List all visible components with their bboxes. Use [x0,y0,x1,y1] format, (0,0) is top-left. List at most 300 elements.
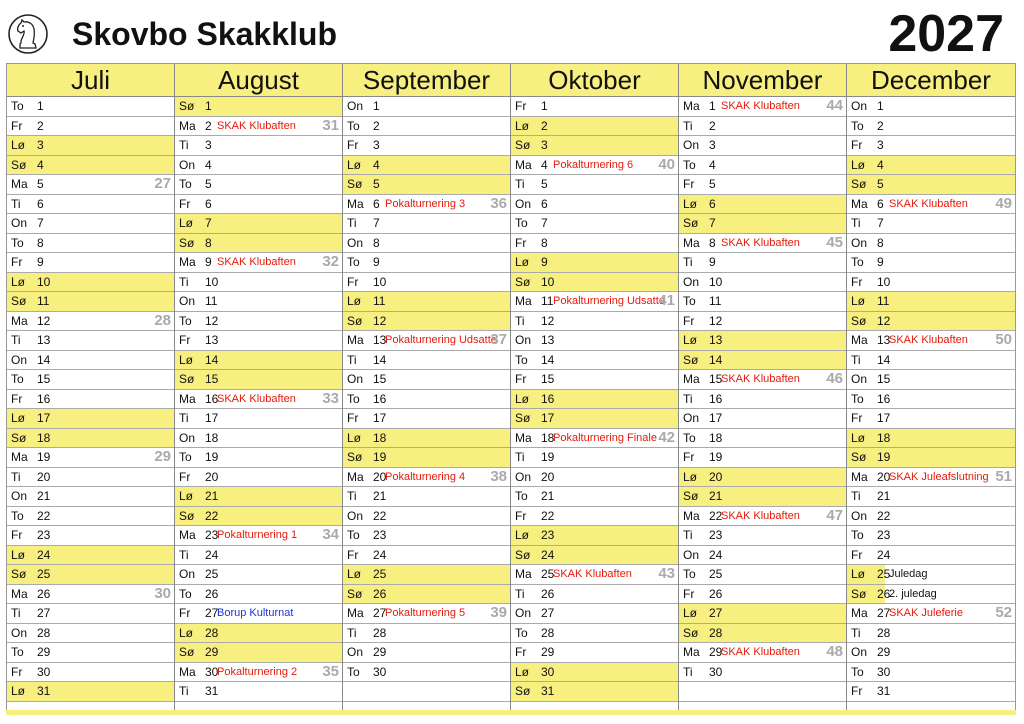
weekday-label: Sø [851,586,867,601]
weekday-label: Sø [179,235,195,250]
day-number: 27 [541,606,555,620]
month-header: August [175,64,342,97]
day-number: 26 [37,586,51,601]
day-row [679,273,846,293]
day-row [511,429,678,449]
day-number: 28 [373,625,387,640]
day-row [511,273,678,293]
day-row [847,97,1015,117]
weekday-label: Ma [11,177,28,191]
day-row [7,117,174,137]
day-row [511,136,678,156]
day-number: 14 [877,352,891,367]
day-number: 5 [37,177,44,191]
day-number: 4 [877,157,884,172]
weekday-label: Ma [515,157,532,172]
weekday-label: Ma [347,196,364,211]
month-column [847,64,1015,710]
event-label: Borup Kulturnat [217,607,294,619]
weekday-label: To [11,235,24,250]
day-row [511,253,678,273]
weekday-label: To [11,508,24,523]
day-number: 22 [877,508,891,523]
day-row [847,175,1015,195]
weekday-label: Ma [11,450,28,464]
day-number: 16 [205,391,219,406]
calendar-bottom-bar [6,710,1016,715]
weekday-label: To [347,664,360,679]
day-row [847,429,1015,449]
day-number: 8 [373,235,380,250]
day-row [343,585,510,605]
weekday-label: Sø [11,294,27,308]
week-number: 44 [826,97,843,114]
event-label: Pokalturnering Udsatte [553,295,665,307]
day-number: 9 [877,255,884,269]
weekday-label: Sø [179,645,195,659]
day-row [7,175,174,195]
weekday-label: Lø [347,157,362,172]
day-number: 26 [877,586,891,601]
weekday-label: Ma [515,567,532,581]
day-row [343,409,510,429]
day-row [343,234,510,254]
day-row [511,156,678,176]
weekday-label: Lø [347,567,362,581]
weekday-label: On [347,645,364,659]
day-number: 1 [877,99,884,113]
day-row [175,117,342,137]
day-number: 28 [709,625,723,640]
day-number: 16 [709,391,723,406]
day-number: 13 [541,333,555,347]
week-number: 47 [826,506,843,524]
day-row [847,487,1015,507]
week-number: 37 [490,331,507,348]
weekday-label: Ma [683,508,700,523]
day-number: 24 [709,547,723,562]
day-row [175,331,342,351]
day-row [343,643,510,663]
weekday-label: Lø [179,216,194,230]
day-row [847,214,1015,234]
day-number: 27 [877,606,891,620]
day-row [847,370,1015,390]
weekday-label: Ma [179,391,196,406]
weekday-label: On [851,235,868,250]
weekday-label: To [851,118,864,133]
day-row [7,624,174,644]
weekday-label: To [683,567,696,581]
weekday-label: To [515,352,528,367]
day-number: 8 [709,235,716,250]
day-row [679,234,846,254]
weekday-label: Fr [347,274,359,289]
weekday-label: Lø [11,684,26,698]
week-number: 28 [154,311,171,329]
weekday-label: Lø [179,489,194,503]
day-row [847,273,1015,293]
weekday-label: On [851,508,868,523]
weekday-label: Ti [179,547,189,562]
day-number: 18 [541,430,555,445]
day-row [7,234,174,254]
weekday-label: Lø [515,391,530,406]
weekday-label: Ma [515,294,532,308]
day-row [511,468,678,488]
day-row [7,214,174,234]
weekday-label: Ti [683,664,693,679]
weekday-label: Sø [347,586,363,601]
day-row [175,351,342,371]
day-row [343,312,510,332]
weekday-label: Lø [11,274,26,289]
empty-row [679,682,846,702]
day-row [175,448,342,468]
weekday-label: Lø [683,469,698,484]
day-number: 2 [373,118,380,133]
day-row [343,331,510,351]
weekday-label: Lø [515,255,530,269]
weekday-label: Ma [179,255,196,269]
day-row [175,468,342,488]
day-number: 1 [37,99,44,113]
day-number: 19 [205,450,219,464]
event-label: SKAK Klubaften [217,392,296,405]
day-row [511,390,678,410]
day-number: 18 [205,430,219,445]
day-row [679,429,846,449]
day-row [7,273,174,293]
day-number: 3 [709,138,716,152]
day-number: 13 [37,333,51,347]
day-number: 31 [37,684,51,698]
event-label: SKAK Klubaften [721,509,800,522]
weekday-label: On [347,235,364,250]
day-row [343,156,510,176]
weekday-label: Ti [851,216,861,230]
club-title: Skovbo Skakklub [72,16,337,52]
week-number: 29 [154,448,171,465]
day-row [7,195,174,215]
day-row [175,370,342,390]
event-label: SKAK Klubaften [721,236,800,249]
day-row [343,468,510,488]
day-row [679,468,846,488]
day-row [7,97,174,117]
weekday-label: Sø [179,99,195,113]
day-row [511,682,678,702]
day-row [343,273,510,293]
event-label: Pokalturnering 5 [385,607,466,619]
weekday-label: On [11,216,28,230]
week-number: 39 [490,604,507,621]
weekday-label: To [179,313,192,328]
day-number: 3 [541,138,548,152]
day-number: 24 [205,547,219,562]
week-number: 52 [995,604,1012,621]
day-number: 21 [373,489,387,503]
weekday-label: Lø [683,606,698,620]
weekday-label: Ti [347,625,357,640]
calendar-grid [6,63,1016,711]
weekday-label: Lø [11,547,26,562]
day-row [511,312,678,332]
weekday-label: Fr [851,547,863,562]
weekday-label: To [851,391,864,406]
day-number: 16 [541,391,555,406]
day-row [343,487,510,507]
day-row [175,585,342,605]
weekday-label: Ti [851,489,861,503]
event-label: Pokalturnering 4 [385,470,466,483]
day-row [679,292,846,312]
day-row [679,585,846,605]
weekday-label: Sø [11,157,27,172]
day-row [343,370,510,390]
day-row [511,565,678,585]
day-number: 1 [709,99,716,113]
day-row [175,526,342,546]
day-row [175,136,342,156]
weekday-label: On [347,99,364,113]
day-number: 28 [877,625,891,640]
day-row [679,97,846,117]
day-number: 20 [541,469,555,484]
day-number: 29 [373,645,387,659]
day-row [343,448,510,468]
weekday-label: Ma [683,645,700,659]
day-row [7,448,174,468]
day-row [343,526,510,546]
month-column [175,64,343,710]
weekday-label: Fr [347,411,359,425]
weekday-label: On [851,372,868,386]
day-row [175,97,342,117]
day-number: 7 [373,216,380,230]
weekday-label: Ti [11,196,21,211]
weekday-label: Sø [347,313,363,328]
day-number: 20 [877,469,891,484]
weekday-label: Ti [851,352,861,367]
day-number: 2 [37,118,44,133]
day-row [847,604,1015,624]
day-row [679,253,846,273]
day-number: 12 [877,313,891,328]
day-row [175,195,342,215]
day-number: 13 [373,333,387,347]
event-label: SKAK Juleafslutning [889,470,989,483]
day-row [7,312,174,332]
week-number: 48 [826,643,843,660]
day-row [343,546,510,566]
day-row [511,175,678,195]
day-number: 14 [373,352,387,367]
event-label: Pokalturnering 1 [217,529,298,541]
weekday-label: Lø [347,430,362,445]
day-row [175,682,342,702]
day-number: 1 [373,99,380,113]
day-number: 5 [709,177,716,191]
day-row [679,195,846,215]
weekday-label: Lø [179,352,194,367]
day-number: 28 [205,625,219,640]
weekday-label: Ma [179,528,196,542]
day-number: 15 [877,372,891,386]
day-row [847,526,1015,546]
weekday-label: Ti [347,352,357,367]
day-number: 30 [205,664,219,679]
weekday-label: Fr [11,255,23,269]
day-number: 10 [205,274,219,289]
day-number: 3 [373,138,380,152]
weekday-label: Sø [683,625,699,640]
day-row [175,253,342,273]
header [0,0,1024,62]
day-row [343,565,510,585]
month-column [511,64,679,710]
day-number: 10 [709,274,723,289]
day-number: 17 [37,411,51,425]
day-row [679,409,846,429]
day-number: 13 [877,333,891,347]
day-number: 20 [709,469,723,484]
event-label: Juledag [889,568,928,580]
event-label: SKAK Klubaften [889,334,968,346]
day-row [7,682,174,702]
day-row [343,175,510,195]
day-row [679,351,846,371]
day-number: 27 [373,606,387,620]
day-row [679,117,846,137]
day-number: 19 [709,450,723,464]
day-number: 23 [373,528,387,542]
week-number: 45 [826,233,843,251]
day-row [7,546,174,566]
day-row [679,507,846,527]
weekday-label: On [11,352,28,367]
day-number: 10 [877,274,891,289]
day-number: 6 [709,196,716,211]
day-row [847,585,1015,605]
day-number: 10 [373,274,387,289]
month-header: September [343,64,510,97]
day-row [175,409,342,429]
day-row [7,643,174,663]
day-number: 4 [37,157,44,172]
weekday-label: Lø [515,118,530,133]
weekday-label: Lø [851,294,866,308]
weekday-label: Ti [347,216,357,230]
day-row [511,624,678,644]
weekday-label: On [179,567,196,581]
day-number: 9 [37,255,44,269]
week-number: 43 [658,565,675,582]
day-number: 9 [541,255,548,269]
day-row [511,331,678,351]
weekday-label: To [347,528,360,542]
week-number: 36 [490,194,507,212]
day-row [7,429,174,449]
week-number: 51 [995,467,1012,485]
day-number: 25 [709,567,723,581]
day-number: 12 [709,313,723,328]
weekday-label: On [11,489,28,503]
day-row [343,214,510,234]
day-number: 12 [205,313,219,328]
day-row [847,682,1015,702]
week-number: 38 [490,467,507,485]
event-label: SKAK Klubaften [553,568,632,580]
weekday-label: Fr [347,547,359,562]
day-row [175,312,342,332]
day-number: 8 [541,235,548,250]
weekday-label: Ti [515,450,525,464]
day-row [7,487,174,507]
weekday-label: Lø [179,625,194,640]
event-label: SKAK Klubaften [889,197,968,210]
day-row [679,604,846,624]
event-label: SKAK Klubaften [217,119,296,132]
weekday-label: Sø [851,450,867,464]
day-row [679,312,846,332]
weekday-label: Sø [515,547,531,562]
day-row [343,136,510,156]
day-row [511,292,678,312]
weekday-label: On [851,99,868,113]
day-number: 3 [37,138,44,152]
day-row [679,565,846,585]
weekday-label: Ti [515,177,525,191]
weekday-label: Fr [515,235,527,250]
month-header: Juli [7,64,174,97]
day-number: 21 [37,489,51,503]
chess-knight-logo-icon [7,12,49,56]
day-row [7,136,174,156]
event-label: SKAK Klubaften [721,646,800,658]
day-row [511,585,678,605]
day-number: 25 [37,567,51,581]
day-number: 22 [709,508,723,523]
week-number: 32 [322,253,339,270]
day-row [7,351,174,371]
day-number: 26 [541,586,555,601]
day-row [175,604,342,624]
week-number: 40 [658,155,675,173]
month-column [343,64,511,710]
day-row [175,643,342,663]
day-number: 31 [541,684,555,698]
day-number: 6 [205,196,212,211]
weekday-label: On [347,508,364,523]
day-row [175,565,342,585]
day-number: 6 [373,196,380,211]
day-row [511,526,678,546]
day-number: 7 [877,216,884,230]
day-row [847,468,1015,488]
day-number: 12 [373,313,387,328]
weekday-label: Lø [683,333,698,347]
day-number: 15 [373,372,387,386]
day-row [679,624,846,644]
weekday-label: Lø [11,138,26,152]
day-number: 16 [373,391,387,406]
day-number: 9 [205,255,212,269]
day-row [7,526,174,546]
month-column [7,64,175,710]
weekday-label: On [683,274,700,289]
week-number: 49 [995,194,1012,212]
